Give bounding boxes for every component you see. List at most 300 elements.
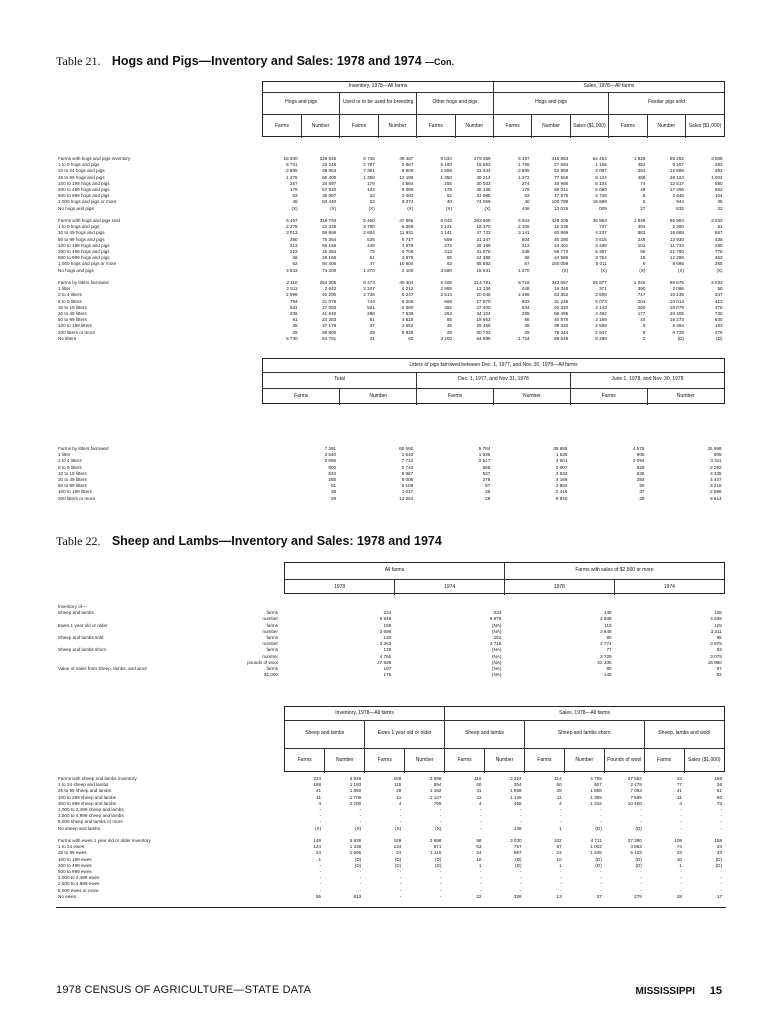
t21-right-cell: 435 [714, 236, 723, 242]
t22-bot-cell: 74 [676, 844, 682, 850]
t21-litters-cell: 278 [482, 477, 491, 483]
t21-right-cell: 12 238 [554, 224, 569, 230]
t21-left-cell: 11 931 [399, 230, 414, 236]
t22-bot-cell: - [319, 807, 322, 813]
t21-left-cell: 206 [289, 311, 298, 317]
t22-bot-cell: (D) [635, 825, 642, 831]
t21-right-cell: 486 [637, 174, 646, 180]
t21-stub1-row-1: 1 to 9 hogs and pigs [58, 162, 100, 168]
t21-litters-cell: 6 108 [401, 483, 414, 489]
t22-unittop-row-11: $1,000 [263, 672, 278, 678]
t22-bot-cell: 1 706 [349, 794, 362, 800]
t21-left-cell: 2 141 [440, 230, 452, 236]
t21-left-cell: 263 608 [473, 218, 491, 224]
t21-right-cell: 201 [637, 298, 646, 304]
t21-right-col-0 [494, 156, 533, 342]
t21-litters-cell: 938 [636, 470, 645, 476]
t21-stub2-row-6: 50 to 99 litters [58, 483, 87, 489]
t22-inv-head: Inventory, 1978—All farms [285, 707, 445, 720]
t22-bot-cell: 27 552 [627, 776, 642, 781]
t21-right-cell: 2 665 [518, 168, 530, 174]
table22-title [56, 534, 442, 549]
t21-stub1-row-15: 200 to 499 hogs and pigs [58, 249, 110, 255]
table22-stub-lower [58, 776, 282, 900]
t21-right-cell: 68 773 [554, 249, 569, 255]
t22-bot-cell: - [359, 819, 362, 825]
t22-bot-cell: - [479, 807, 482, 813]
t21-litters-total: Total [263, 372, 417, 388]
t21-right-cell: 391 [714, 168, 723, 174]
t22-unittop-row-10: farms [266, 666, 278, 672]
t21-right-cell: 8 286 [595, 335, 607, 341]
t21-right-cell: (X) [639, 267, 646, 273]
t22-top-cell: 63 [716, 647, 722, 653]
t22-b11: Sales ($1,000) [688, 757, 721, 763]
t22-bot-cell: 116 [474, 776, 482, 781]
t22-bot-cell: - [479, 869, 482, 875]
t21-right-cell: 86 984 [669, 218, 684, 224]
t22-wool-head: Sheep, lambs and wool [644, 720, 724, 748]
t22-bot-cell: 134 [393, 844, 402, 850]
t21-right-cell: 39 320 [554, 323, 569, 329]
t21-left-cell: (X) [368, 205, 375, 211]
t21-right-cell: 1 724 [518, 335, 530, 341]
t22-top-cell: 152 [493, 635, 502, 641]
t21-right-cell: 86 575 [669, 280, 684, 286]
t22-bot-cell: 4 [559, 800, 562, 806]
t21-left-col-3 [378, 156, 417, 342]
t21-right-cell: (X) [677, 267, 684, 273]
t22-bot-cell: - [640, 807, 642, 813]
t22-bot-cell: 795 [433, 800, 442, 806]
t22-bot-cell: - [560, 875, 562, 881]
t22-bot-cell: 967 [513, 850, 522, 856]
t21-litters-cell: 3 311 [710, 458, 722, 464]
t21-left-cell: 6 369 [401, 224, 414, 230]
t21-litters-cell: 5 784 [478, 446, 491, 451]
t21-left-cell: 8 509 [401, 168, 414, 174]
t21-litters-cell: 2 866 [324, 458, 337, 464]
t22-bot-cell: - [319, 875, 322, 881]
t21-left-cell: 744 [367, 298, 375, 304]
t22-top-cell: (NA) [491, 672, 502, 678]
t22-bot-cell: 10 400 [627, 800, 642, 806]
t21-litters-col-0 [262, 446, 339, 502]
t21-left-cell: 328 926 [319, 156, 337, 161]
t22-stubbot-row-19: No ewes [58, 893, 76, 899]
t22-top-cell: 149 [603, 610, 612, 616]
t21-left-col-5 [455, 156, 494, 342]
t22-bot-cell: - [560, 881, 562, 887]
t21-right-cell: 2 947 [595, 329, 607, 335]
t22-bot-cell: 594 [433, 782, 442, 788]
t21-right-cell: 567 [714, 230, 723, 236]
t21-left-cell: 15 931 [476, 267, 491, 273]
t21-litters-cell: 626 [636, 464, 645, 470]
t21-c6: Number [455, 114, 493, 138]
t22-bot-col-0 [284, 776, 324, 900]
t21-left-cell: 6 043 [440, 218, 452, 224]
t21-right-cell: (D) [677, 335, 684, 341]
t21-litters-cell: 534 [328, 470, 337, 476]
t22-bot-cell: - [520, 819, 522, 825]
t22-bot-cell: 757 [513, 844, 522, 850]
t21-left-col-2 [339, 156, 378, 342]
t21-left-cell: (X) [484, 205, 491, 211]
t21-c9: Sales ($1,000) [570, 114, 608, 138]
t21-litters-cell: 4 169 [555, 477, 568, 483]
t22-b1: Farms [285, 748, 325, 773]
t21-left-cell: 248 [367, 242, 375, 248]
t22-stubbot-row-10: Farms with ewes 1 year old or older inventory [58, 838, 151, 844]
t21-stub1-row-21: 1 litter [58, 286, 71, 292]
t22-bot-cell: - [439, 813, 442, 819]
footer-census-title: 1978 CENSUS OF AGRICULTURE—STATE DATA [56, 984, 312, 996]
t22-bot-cell: - [600, 819, 602, 825]
t21-right-cell: 1 046 [633, 280, 646, 286]
t22-stubtop-row-0: Inventory of— [58, 604, 87, 609]
t21-right-cell: 20 405 [669, 311, 684, 317]
t21-stub1-row-23: 5 to 9 litters [58, 298, 82, 304]
t22-bot-cell: - [640, 881, 642, 887]
t21-left-cell: 33 [369, 193, 375, 199]
t21-right-cell: 1 372 [518, 174, 530, 180]
t22-bot-cell: 507 [594, 782, 602, 788]
t21-left-cell: 24 388 [476, 255, 491, 261]
t21-litters-cell: 905 [713, 452, 722, 458]
t22-bot-cell: - [720, 887, 723, 893]
t21-litters-cell: 29 [639, 495, 645, 501]
t22-bot-cell: - [560, 819, 562, 825]
t22-top-cell: 22 335 [597, 659, 612, 665]
t22-unittop-row-8: number [262, 653, 278, 659]
t22-bot-cell: (D) [715, 856, 723, 862]
t22-bot-cell: 159 [393, 838, 402, 844]
t21-left-cell: 3 843 [286, 267, 298, 273]
t21-right-cell: 2 [642, 335, 646, 341]
t21-right-cell: 604 [521, 236, 530, 242]
t21-right-cell: 6 729 [672, 329, 684, 335]
t21-left-cell: 6 405 [440, 280, 452, 286]
t22-top-cell: 125 [383, 647, 392, 653]
t21-litters-cell: 6 940 [555, 495, 568, 501]
t22-top-cell: 3 079 [710, 653, 722, 659]
t21-right-cell: 3 141 [518, 230, 530, 236]
t21-left-cell: 40 404 [399, 280, 414, 286]
t21-right-cell: 69 [524, 255, 530, 261]
t21-litters-cell: 29 [485, 495, 491, 501]
t21-right-cell: 85 549 [554, 335, 569, 341]
t21-left-cell: 49 467 [399, 156, 414, 161]
t21-left-cell: 492 [444, 304, 452, 310]
table22-units-upper [218, 604, 278, 678]
footer-state: MISSISSIPPI [635, 986, 695, 997]
t21-right-cell: 5 [642, 199, 646, 205]
t21-l2: Number [340, 388, 417, 405]
t22-bot-cell: 326 [513, 893, 522, 899]
t21-c5: Farms [417, 114, 455, 138]
t21-right-cell: 16 273 [669, 317, 684, 323]
t22-bot-cell: 11 [316, 794, 322, 800]
t21-right-col-5 [687, 156, 726, 342]
t21-left-cell: 272 [444, 242, 452, 248]
t21-left-cell: 19 663 [476, 317, 491, 323]
t22-y1974a: 1974 [395, 579, 505, 595]
t21-right-cell: 40 [524, 199, 530, 205]
t22-top-cell: 159 [383, 622, 392, 628]
t21-left-col-0 [262, 156, 301, 342]
t21-litters-cell: 90 [639, 483, 645, 489]
t21-right-cell: 1 826 [633, 156, 646, 161]
t21-left-cell: 4 978 [401, 242, 414, 248]
t21-stub1-row-14: 100 to 199 hogs and pigs [58, 242, 110, 248]
t21-stub1-row-4: 100 to 199 hogs and pigs [58, 180, 110, 186]
t21-right-cell: 8 [642, 329, 646, 335]
t21-left-cell: 2 998 [286, 292, 298, 298]
t22-b7: Farms [524, 748, 564, 773]
t22-bot-cell: - [479, 825, 482, 831]
t21-right-cell: 1 765 [518, 162, 530, 168]
t21-right-cell: 27 684 [554, 162, 569, 168]
t21-litters-cell: 8 006 [401, 477, 414, 483]
t21-left-cell: 50 732 [476, 329, 491, 335]
t21-right-cell: 40 875 [554, 317, 569, 323]
t22-bot-cell: - [640, 869, 642, 875]
t21-left-cell: 1 350 [440, 174, 452, 180]
t21-right-cell: 3 008 [711, 156, 723, 161]
t21-left-cell: 62 [292, 261, 298, 267]
t21-right-cell: 730 [714, 311, 723, 317]
t21-left-cell: 4 564 [401, 180, 414, 186]
t22-bot-cell: - [319, 869, 322, 875]
t22-bot-cell: 1 695 [349, 850, 362, 856]
t21-litters-col-3 [493, 446, 570, 502]
t21-right-cell: 1 156 [595, 162, 607, 168]
t21-left-cell: 6 497 [286, 218, 298, 224]
t22-bot-col-10 [685, 776, 725, 900]
t21-c3: Farms [340, 114, 378, 138]
t21-left-cell: 288 [367, 311, 375, 317]
t22-b2: Number [325, 748, 365, 773]
t22-stubbot-row-16: 1,000 to 2,499 ewes [58, 875, 100, 881]
t22-top-cell: 90 [606, 666, 612, 672]
t21-right-cell: 662 [714, 187, 723, 193]
t22-bot-cell: (D) [434, 856, 442, 862]
t21-right-cell: 102 [637, 242, 646, 248]
t21-left-cell: 13 136 [476, 286, 491, 292]
t22-stubbot-row-5: 1,000 to 2,499 sheep and lambs [58, 807, 124, 813]
t22-bot-cell: 24 [676, 850, 682, 856]
t21-left-cell: 7 381 [363, 168, 375, 174]
t22-bot-cell: - [439, 887, 442, 893]
t21-left-cell: 214 781 [473, 280, 491, 286]
t22-bot-cell: 4 711 [590, 838, 602, 844]
t21-right-cell: 200 [637, 304, 646, 310]
t21-stub2-row-0: Farms by litters farrowed [58, 446, 109, 451]
t21-right-cell: 276 [714, 329, 723, 335]
t22-bot-cell: (X) [314, 825, 322, 831]
t21-left-cell: 5 731 [286, 162, 298, 168]
t21-right-cell: 2 360 [672, 224, 684, 230]
t21-right-cell: 15 079 [669, 304, 684, 310]
t21-right-cell: 12 296 [669, 255, 684, 261]
t21-left-cell: 85 [446, 317, 452, 323]
t21-right-cell: 1 848 [633, 218, 646, 224]
t21-right-cell: 40 986 [554, 180, 569, 186]
t21-left-cell: 2 797 [363, 162, 375, 168]
t22-stubbot-row-4: 300 to 999 sheep and lambs [58, 800, 116, 806]
t21-left-cell: 91 [369, 317, 375, 323]
t22-bot-col-9 [645, 776, 685, 900]
t21-left-cell: 20 049 [476, 292, 491, 298]
t21-right-cell: 1 270 [518, 267, 530, 273]
t22-bot-cell: - [479, 887, 482, 893]
t21-litters-col-1 [339, 446, 416, 502]
t22-shorn-head: Sheep and lambs shorn [524, 720, 644, 748]
t21-left-cell: 21 [369, 335, 375, 341]
table22-columns-upper [284, 604, 725, 678]
t22-bot-cell: (D) [394, 862, 402, 868]
t21-right-col-1 [533, 156, 572, 342]
t21-left-cell: 5 460 [363, 218, 375, 224]
t21-right-cell: 10 139 [669, 292, 684, 298]
t21-right-cell: 3 764 [595, 255, 607, 261]
t21-litters-cell: 91 [330, 483, 337, 489]
t21-right-cell: 177 [637, 311, 646, 317]
t22-bot-cell: - [479, 881, 482, 887]
t22-bot-cell: (D) [354, 862, 362, 868]
t22-bot-cell: - [359, 813, 362, 819]
t21-stub1-row-6: 500 to 999 hogs and pigs [58, 193, 110, 199]
t22-unittop-row-2: number [262, 616, 278, 622]
t22-top-cell: 145 [603, 672, 612, 678]
t21-right-cell: 803 [521, 298, 530, 304]
t21-right-cell: 5 090 [595, 187, 607, 193]
t22-bot-cell: 1 [559, 862, 562, 868]
t22-bot-cell: 354 [513, 782, 522, 788]
t22-bot-cell: - [439, 893, 442, 899]
t22-bot-cell: 115 [393, 782, 402, 788]
t22-stubbot-row-17: 2,500 to 4,999 ewes [58, 881, 100, 887]
t21-left-cell: 9 634 [440, 156, 452, 161]
t21-litters-cell: 6 614 [710, 495, 722, 501]
t21-hogs-head: Hogs and pigs [263, 92, 340, 114]
t21-left-cell: 21 075 [322, 298, 337, 304]
t21-left-cell: 53 [292, 193, 298, 199]
t21-right-cell: 3 169 [595, 317, 607, 323]
t22-bot-cell: - [600, 887, 602, 893]
t22-bot-cell: - [560, 869, 562, 875]
t21-left-cell: 263 [444, 311, 452, 317]
t22-stubtop-row-1: Sheep and lambs [58, 610, 94, 616]
t21-left-cell: 34 104 [476, 311, 491, 317]
t21-right-cell: 429 209 [551, 218, 569, 224]
t22-bot-cell: 41 [676, 788, 682, 794]
t21-litters-col-4 [570, 446, 647, 502]
t21-right-cell: 5 073 [595, 298, 607, 304]
t21-left-cell: 35 [446, 323, 452, 329]
t22-bot-cell: - [319, 887, 322, 893]
t22-top-cell: 4 718 [489, 641, 502, 647]
t22-bot-cell: - [720, 825, 723, 831]
t22-stubbot-row-15: 500 to 999 ewes [58, 869, 92, 875]
t22-unittop-row-4: number [262, 628, 278, 634]
t21-right-cell: 12 898 [669, 168, 684, 174]
t21-litters-cell: 7 712 [401, 458, 414, 464]
t21-left-cell: 794 [289, 298, 298, 304]
t22-bot-cell: - [319, 881, 322, 887]
t21-right-cell: 3 033 [711, 280, 723, 286]
t22-bot-col-1 [324, 776, 364, 900]
t22-bot-cell: - [520, 881, 522, 887]
t22-stubtop-row-3: Ewes 1 year old or older [58, 622, 108, 628]
t21-left-cell: 8 473 [363, 280, 375, 286]
t21-right-cell: 29 [524, 329, 530, 335]
t22-stubtop-row-10: Value of sales from sheep, lambs, and wool [58, 666, 147, 672]
t21-left-cell: 2 100 [401, 267, 414, 273]
t21-right-cell: 6 943 [518, 218, 530, 224]
t22-bot-cell: 1 566 [590, 788, 602, 794]
t21-left-cell: 6 667 [401, 162, 414, 168]
t22-bot-cell: 3 698 [429, 776, 442, 781]
footer-state-page [636, 985, 723, 997]
t22-top-cell: 224 [383, 610, 392, 616]
t22-top-cell: 92 [716, 672, 722, 678]
t21-left-cell: 24 283 [322, 317, 337, 323]
t22-bot-cell: 1 115 [430, 850, 442, 856]
t22-bot-cell: - [399, 893, 402, 899]
t21-right-cell: 9 [642, 261, 646, 267]
t22-bot-cell: 1 [559, 825, 562, 831]
t22-bot-cell: - [720, 869, 723, 875]
t21-left-cell: 47 865 [399, 218, 414, 224]
t21-l5: Farms [570, 388, 647, 405]
t22-bot-cell: - [680, 875, 682, 881]
t21-stub1-row-11: 1 to 9 hogs and pigs [58, 224, 100, 230]
t21-stub2-row-3: 5 to 9 litters [58, 464, 82, 470]
t22-bot-cell: 1 336 [349, 844, 362, 850]
t21-right-cell: 494 [637, 224, 646, 230]
t21-left-cell: 27 400 [476, 304, 491, 310]
t22-bot-col-8 [605, 776, 645, 900]
t21-litters-cell: 595 [482, 464, 491, 470]
t21-left-cell: (X) [445, 205, 452, 211]
t21-right-cell: 49 [640, 187, 646, 193]
t22-bot-cell: 17 [716, 893, 723, 899]
t21-right-cell: 580 [714, 180, 723, 186]
t22-bot-cell: - [359, 875, 362, 881]
t22-top-cell: 77 [606, 647, 612, 653]
t21-left-cell: 27 053 [322, 304, 337, 310]
t21-right-cell: (X) [562, 267, 569, 273]
t21-right-cell: 100 788 [551, 199, 569, 205]
t21-right-cell: 3 338 [595, 242, 607, 248]
t22-top-cell: (NA) [491, 628, 502, 634]
t21-right-cell: 3 508 [595, 292, 607, 298]
t22-bot-cell: - [359, 807, 362, 813]
t21-right-cell: 63 352 [554, 292, 569, 298]
t22-bot-cell: 1 125 [510, 794, 522, 800]
t21-right-cell: 4 492 [595, 311, 607, 317]
t22-bot-cell: - [720, 819, 723, 825]
t21-right-cell: 44 [640, 317, 646, 323]
t21-right-cell: 274 [521, 180, 530, 186]
t21-right-cell: 52 959 [554, 168, 569, 174]
t21-left-cell: 40 [446, 199, 452, 205]
t21-litters-cell: 4 575 [632, 446, 645, 451]
t21-right-cell: 35 963 [592, 218, 607, 224]
t21-litters-cell: 2 596 [710, 489, 722, 495]
